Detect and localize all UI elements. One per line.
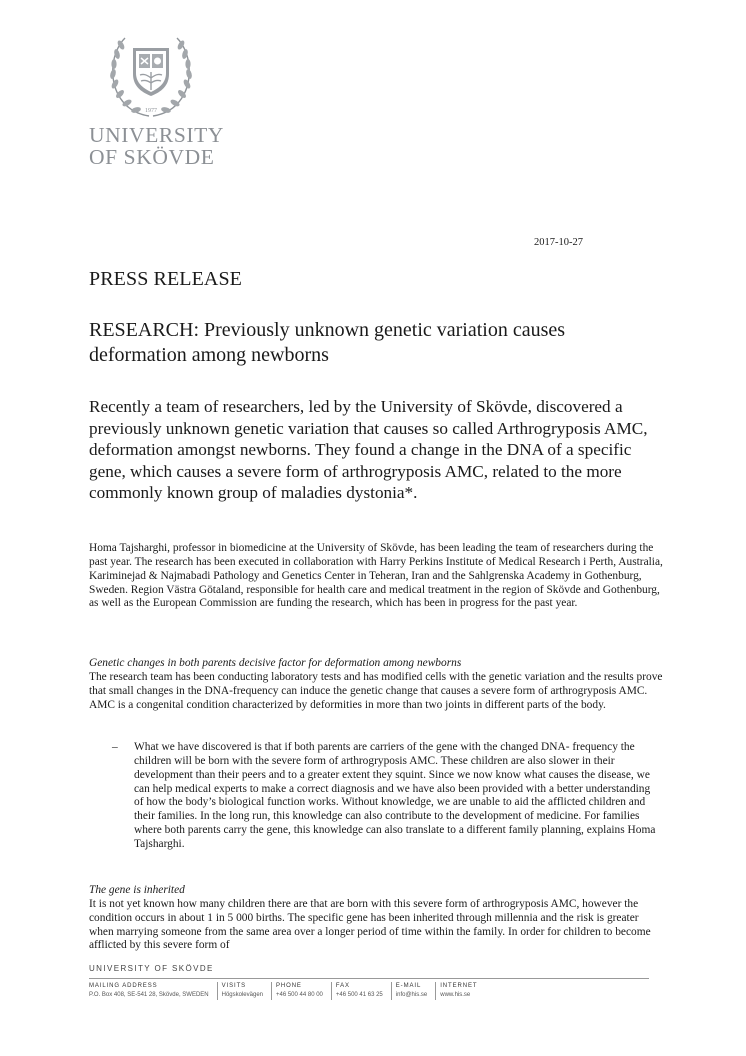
footer-col-value[interactable]: www.his.se bbox=[440, 992, 471, 998]
logo-wordmark-line1: UNIVERSITY bbox=[89, 123, 224, 147]
page-footer bbox=[89, 964, 649, 1000]
lead-paragraph: Recently a team of researchers, led by the University of Skövde, discovered a previously unknown genetic variation that causes so called Arthrogryposis AMC, deformation amongst newborns. They found a change in the DNA of a specific gene, which causes a severe form of arthrogryposis AMC, related to the more commonly known group of maladies dystonia*. bbox=[89, 397, 648, 503]
section-genetic-changes bbox=[89, 657, 664, 712]
university-seal-icon bbox=[105, 28, 197, 122]
section-subheading: Genetic changes in both parents decisive factor for deformation among newborns bbox=[89, 657, 462, 669]
quote-block bbox=[112, 741, 657, 852]
footer-divider bbox=[89, 978, 649, 979]
headline: RESEARCH: Previously unknown genetic variation causes deformation among newborns bbox=[89, 319, 566, 366]
footer-contact-columns bbox=[89, 982, 649, 1000]
section-gene-inherited bbox=[89, 884, 664, 953]
quote-text: What we have discovered is that if both parents are carriers of the gene with the changed DNA- frequency the children will be born with the severe form of arthrogryposis AMC. These children are also slower in their development than their peers and to a greater extent they squint. Since we now know what causes the disease, we can help medical experts to make a correct diagnosis and we have also been provided with a better understanding of how the body’s biological function works. Without knowledge, we are unable to aid the afflicted children and their families. In the long run, this knowledge can also contribute to the development of medicine. For families where both parents carry the gene, this knowledge can also translate to a different family planning, explains Homa Tajsharghi. bbox=[134, 741, 656, 850]
footer-col-heading: MAILING ADDRESS bbox=[89, 983, 158, 989]
section-subheading: The gene is inherited bbox=[89, 884, 185, 896]
svg-text:1977: 1977 bbox=[145, 108, 157, 114]
section-text: The research team has been conducting laboratory tests and has modified cells with the genetic variation and the results prove that small changes in the DNA-frequency can induce the genetic change that causes a severe form of arthrogryposis AMC. AMC is a congenital condition characterized by deformities in more than two joints in different parts of the body. bbox=[89, 670, 663, 711]
footer-col-visits bbox=[217, 982, 271, 1000]
footer-col-value: Högskolevägen bbox=[221, 992, 263, 998]
section-text: It is not yet known how many children there are that are born with this severe form of arthrogryposis AMC, however the condition occurs in about 1 in 5 000 births. The specific gene has been inherited through millennia and the risk is greater when marrying someone from the same area over a longer period of time within the family. In order for children to become afflicted by this severe form of bbox=[89, 897, 651, 952]
footer-col-value: +46 500 44 80 00 bbox=[276, 992, 323, 998]
footer-col-heading: VISITS bbox=[221, 983, 247, 989]
body-paragraph: Homa Tajsharghi, professor in biomedicine at the University of Skövde, has been leading the team of researchers during the past year. The research has been executed in collaboration with Harry Perkins Institute of Medical Research i Perth, Australia, Kariminejad & Najmabadi Pathology and Genetics Center in Teheran, Iran and the Sahlgrenska Academy in Gothenburg, Sweden. Region Västra Götaland, responsible for health care and medical treatment in the region of Skövde and Gothenburg, as well as the European Commission are funding the research, which has been in progress for the past year. bbox=[89, 542, 663, 610]
release-date: 2017-10-27 bbox=[534, 237, 583, 248]
footer-col-heading: FAX bbox=[335, 983, 350, 989]
quote-dash: – bbox=[112, 741, 118, 753]
footer-col-mailing-address bbox=[89, 982, 217, 1000]
footer-col-value: P.O. Box 408, SE-541 28, Skövde, SWEDEN bbox=[89, 992, 209, 998]
footer-col-heading: PHONE bbox=[276, 983, 302, 989]
footer-col-heading: INTERNET bbox=[440, 983, 478, 989]
footer-col-phone bbox=[271, 982, 331, 1000]
footer-col-value[interactable]: info@his.se bbox=[395, 992, 428, 998]
footer-col-heading: E-MAIL bbox=[395, 983, 422, 989]
footer-brand: UNIVERSITY OF SKÖVDE bbox=[89, 964, 214, 973]
footer-col-fax bbox=[331, 982, 391, 1000]
university-logo bbox=[89, 28, 229, 168]
logo-wordmark-line2: OF SKÖVDE bbox=[89, 145, 215, 169]
document-type-heading: PRESS RELEASE bbox=[89, 268, 242, 290]
footer-col-value: +46 500 41 63 25 bbox=[335, 992, 383, 998]
footer-col-internet bbox=[435, 982, 485, 1000]
footer-col-email bbox=[391, 982, 435, 1000]
